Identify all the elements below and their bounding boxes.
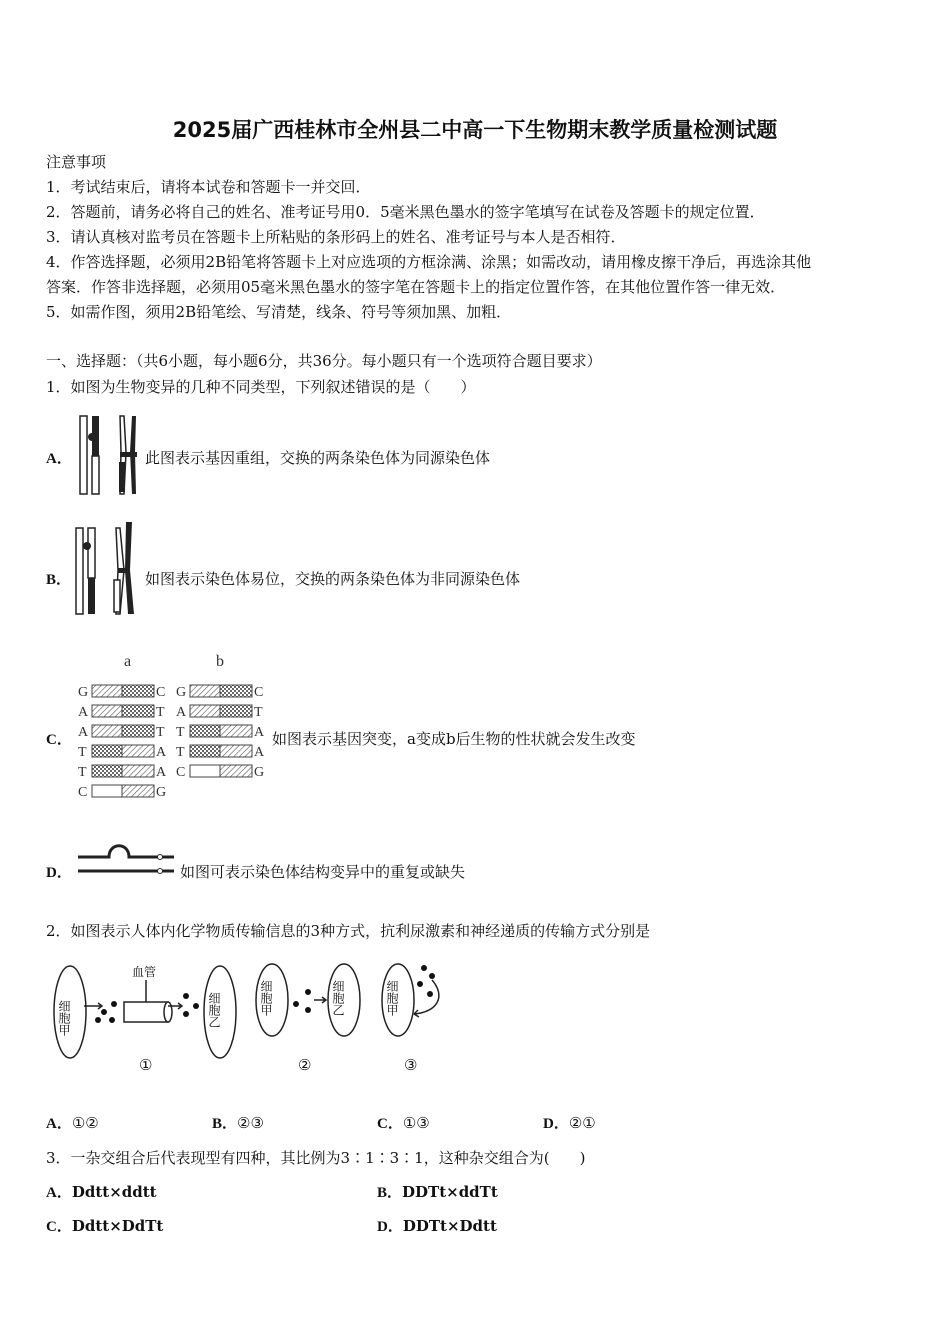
option-letter: C．	[377, 1116, 403, 1132]
q2-option-a[interactable]	[46, 1112, 99, 1133]
option-letter: A．	[46, 1185, 72, 1201]
question-1-stem: 1．如图为生物变异的几种不同类型，下列叙述错误的是（ ）	[46, 378, 476, 396]
section-heading: 一、选择题：（共6小题，每小题6分，共36分。每小题只有一个选项符合题目要求）	[46, 352, 602, 370]
base-letter: C	[78, 785, 88, 800]
option-text: ①②	[71, 1114, 99, 1132]
option-text: ②③	[237, 1114, 264, 1132]
option-letter: B．	[46, 572, 72, 588]
base-letter: A	[156, 765, 167, 780]
base-letter: G	[176, 685, 187, 700]
q1-option-a-text: 此图表示基因重组，交换的两条染色体为同源染色体	[145, 449, 491, 467]
question-3-stem: 3．一杂交组合后代表现型有四种，其比例为3∶1∶3∶1，这种杂交组合为( )	[46, 1149, 586, 1167]
option-letter: A．	[46, 1116, 72, 1132]
notice-item: 2．答题前，请务必将自己的姓名、准考证号用0．5毫米黑色墨水的签字笔填写在试卷及答题卡的规定位置．	[46, 203, 765, 221]
option-text: DDTt×ddTt	[402, 1183, 498, 1201]
option-letter: A．	[46, 451, 72, 467]
option-letter: B．	[212, 1116, 238, 1132]
question-2-stem: 2．如图表示人体内化学物质传输信息的3种方式，抗利尿激素和神经递质的传输方式分别是	[46, 922, 651, 940]
q3-option-d[interactable]	[377, 1215, 497, 1236]
chromosome-recombination-figure	[76, 412, 142, 498]
option-letter: C．	[46, 1219, 72, 1235]
option-text: ①③	[402, 1114, 430, 1132]
base-letter: G	[156, 785, 167, 800]
base-letter: C	[176, 765, 186, 780]
q1-option-c[interactable]	[46, 728, 72, 749]
base-letter: A	[254, 725, 265, 740]
notice-item: 4．作答选择题，必须用2B铅笔将答题卡上对应选项的方框涂满、涂黑；如需改动，请用橡皮擦干净后，再选涂其他	[46, 253, 812, 271]
base-letter: A	[156, 745, 167, 760]
base-letter: A	[78, 725, 89, 740]
q1-option-b-text: 如图表示染色体易位，交换的两条染色体为非同源染色体	[145, 570, 521, 588]
q2-option-d[interactable]	[543, 1112, 596, 1133]
option-letter: D．	[377, 1219, 403, 1235]
option-text: DDTt×Ddtt	[402, 1217, 497, 1235]
notice-item: 3．请认真核对监考员在答题卡上所粘贴的条形码上的姓名、准考证号与本人是否相符．	[46, 228, 626, 246]
figure-number: ②	[298, 1058, 312, 1074]
cell-label: 细胞甲	[259, 980, 273, 1016]
cell-label: 细胞乙	[331, 980, 345, 1016]
base-letter: T	[78, 765, 87, 780]
q1-option-a[interactable]	[46, 447, 72, 468]
page-title: 2025届广西桂林市全州县二中高一下生物期末教学质量检测试题	[172, 118, 778, 142]
signal-transmission-figure	[46, 950, 466, 1078]
option-letter: D．	[543, 1116, 569, 1132]
label-b: b	[216, 653, 224, 670]
base-letter: T	[176, 745, 185, 760]
option-letter: C．	[46, 732, 72, 748]
vessel-label: 血管	[132, 965, 157, 979]
option-text: Ddtt×ddtt	[71, 1183, 157, 1201]
q1-option-c-text: 如图表示基因突变，a变成b后生物的性状就会发生改变	[272, 730, 636, 748]
option-text: ②①	[568, 1114, 596, 1132]
base-letter: C	[254, 685, 264, 700]
base-letter: A	[78, 705, 89, 720]
option-letter: D．	[46, 865, 72, 881]
cell-label: 细胞乙	[207, 992, 221, 1028]
notice-heading: 注意事项	[46, 153, 107, 171]
label-a: a	[124, 653, 132, 670]
base-letter: A	[254, 745, 265, 760]
base-letter: T	[254, 705, 263, 720]
q1-option-b[interactable]	[46, 568, 71, 589]
q2-option-c[interactable]	[377, 1112, 430, 1133]
q3-option-a[interactable]	[46, 1181, 157, 1202]
dna-mutation-figure	[76, 648, 270, 806]
base-letter: A	[176, 705, 187, 720]
notice-item: 1．考试结束后，请将本试卷和答题卡一并交回．	[46, 178, 371, 196]
figure-number: ①	[139, 1058, 153, 1074]
q3-option-c[interactable]	[46, 1215, 163, 1236]
base-letter: C	[156, 685, 166, 700]
notice-item: 答案．作答非选择题，必须用05毫米黑色墨水的签字笔在答题卡上的指定位置作答，在其他位置作答一律无效．	[46, 278, 786, 296]
chromosome-loop-figure	[76, 840, 180, 880]
cell-label: 细胞甲	[57, 1000, 71, 1036]
base-letter: T	[156, 705, 165, 720]
q2-option-b[interactable]	[212, 1112, 264, 1133]
base-letter: G	[254, 765, 265, 780]
base-letter: T	[78, 745, 87, 760]
q3-option-b[interactable]	[377, 1181, 498, 1202]
chromosome-translocation-figure	[72, 520, 142, 618]
base-letter: T	[156, 725, 165, 740]
base-letter: T	[176, 725, 185, 740]
notice-item: 5．如需作图，须用2B铅笔绘、写清楚，线条、符号等须加黑、加粗．	[46, 303, 512, 321]
base-letter: G	[78, 685, 89, 700]
option-letter: B．	[377, 1185, 403, 1201]
cell-label: 细胞甲	[385, 980, 399, 1016]
option-text: Ddtt×DdTt	[71, 1217, 164, 1235]
figure-number: ③	[404, 1058, 418, 1074]
q1-option-d[interactable]	[46, 861, 72, 882]
q1-option-d-text: 如图可表示染色体结构变异中的重复或缺失	[180, 863, 466, 881]
